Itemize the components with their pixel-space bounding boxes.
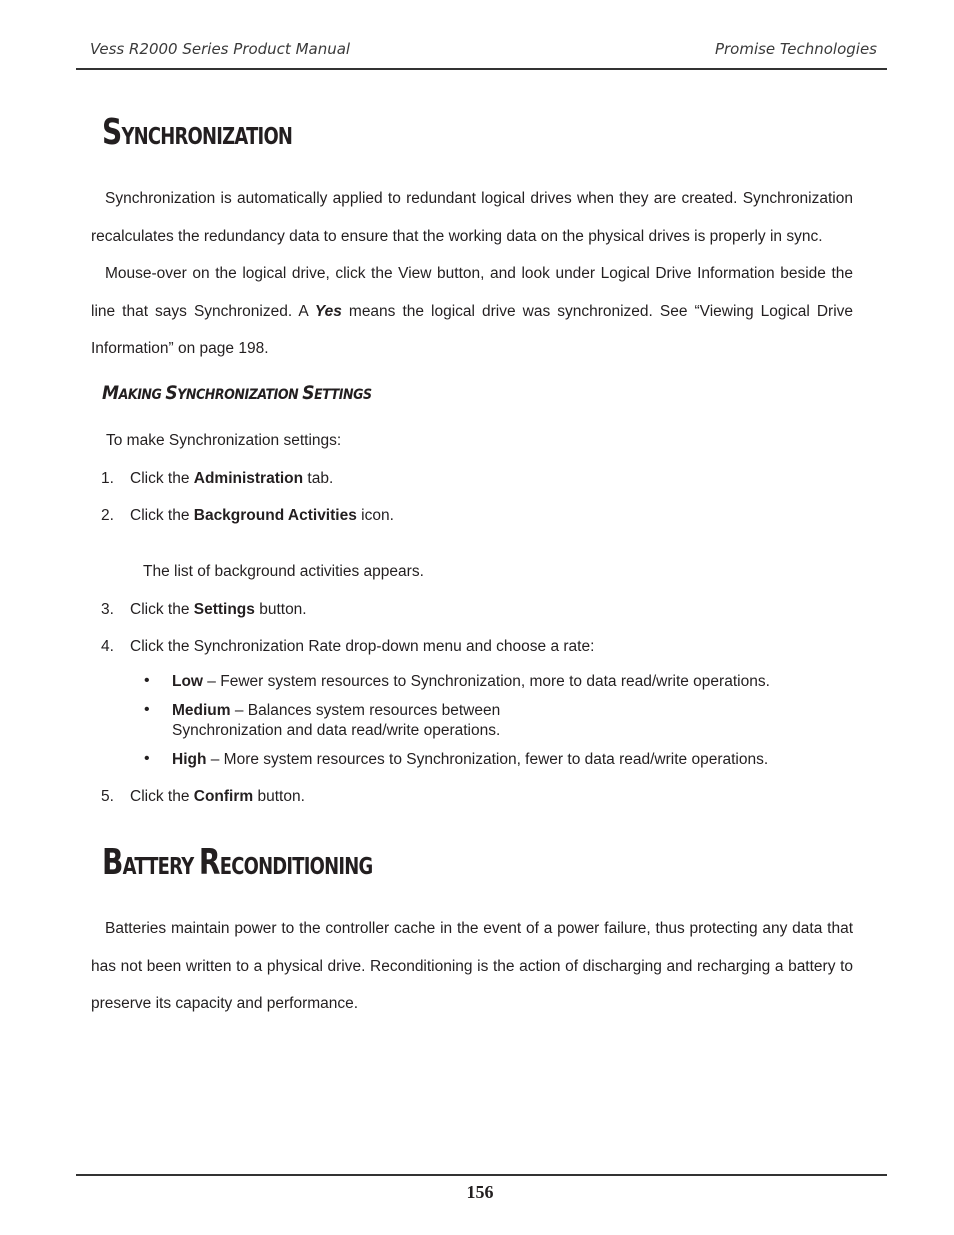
bullet-label: Low bbox=[172, 673, 203, 690]
heading-synchronization bbox=[102, 112, 292, 153]
sync-para2-after: means the logical drive was synchronized. See “Viewing Logical Drive Information” on page 198. bbox=[91, 302, 854, 357]
step-text: button. bbox=[253, 788, 305, 805]
bullet-label: Medium bbox=[172, 702, 231, 719]
heading-cap: R bbox=[198, 842, 220, 883]
bullet-medium bbox=[172, 701, 500, 741]
sync-paragraph-1 bbox=[91, 180, 853, 255]
step-text: Click the bbox=[130, 601, 194, 618]
subheading-cap-2: S bbox=[165, 382, 178, 404]
step-number: 5. bbox=[101, 788, 114, 805]
step-bold: Confirm bbox=[193, 788, 254, 805]
step-bold: Administration bbox=[193, 470, 304, 487]
step-2 bbox=[130, 507, 394, 525]
bullet-low bbox=[172, 672, 770, 692]
subheading-cap-1: M bbox=[102, 382, 119, 404]
step-text: Click the bbox=[130, 470, 194, 487]
bullet-text: – Fewer system resources to Synchronization, more to data read/write operations. bbox=[203, 673, 770, 690]
step-text: tab. bbox=[303, 470, 334, 487]
subheading-rest-1: AKING bbox=[118, 387, 166, 403]
bullet-marker: • bbox=[144, 750, 150, 767]
step-text: icon. bbox=[356, 507, 394, 524]
step-3 bbox=[130, 601, 307, 619]
header-manual-title: Vess R2000 Series Product Manual bbox=[90, 40, 351, 58]
page-number: 156 bbox=[466, 1182, 494, 1202]
bullet-high bbox=[172, 750, 768, 770]
step-4: Click the Synchronization Rate drop-down menu and choose a rate: bbox=[130, 638, 595, 655]
heading-cap: S bbox=[102, 112, 122, 153]
step-number: 1. bbox=[101, 470, 114, 487]
battery-para-text: Batteries maintain power to the controller cache in the event of a power failure, thus protecting any data that has not been written to a physical drive. Reconditioning is the action of discharging and recharging a battery to preserve its capacity and performance. bbox=[91, 920, 853, 1012]
bullet-label: High bbox=[172, 751, 207, 768]
step-text: Click the bbox=[130, 788, 194, 805]
sync-para1-text: Synchronization is automatically applied to redundant logical drives when they are created. Synchronization recalculates the redundancy data to ensure that the working data on the physical drives is properly in sync. bbox=[91, 190, 853, 245]
making-intro: To make Synchronization settings: bbox=[106, 432, 342, 449]
battery-paragraph bbox=[91, 910, 853, 1023]
subheading-cap-3: S bbox=[302, 382, 315, 404]
sync-paragraph-2 bbox=[91, 255, 853, 368]
sync-para2-yes: Yes bbox=[314, 302, 342, 320]
heading-rest: YNCHRONIZATION bbox=[121, 124, 293, 150]
heading-rest: ECONDITIONING bbox=[219, 854, 373, 880]
heading-making-sync-settings bbox=[102, 382, 372, 404]
sync-para2-before: Mouse-over on the logical drive, click the View button, and look under Logical Drive Information beside the line that says Synchronized. A bbox=[91, 265, 853, 320]
bullet-marker: • bbox=[144, 701, 150, 718]
step-number: 3. bbox=[101, 601, 114, 618]
heading-battery-reconditioning bbox=[102, 842, 372, 883]
step-bold: Settings bbox=[193, 601, 255, 618]
bullet-text: Synchronization and data read/write operations. bbox=[172, 722, 501, 739]
subheading-rest-2: YNCHRONIZATION bbox=[177, 387, 303, 403]
step-number: 4. bbox=[101, 638, 114, 655]
bullet-text: – More system resources to Synchronization, fewer to data read/write operations. bbox=[206, 751, 769, 768]
step-text: button. bbox=[254, 601, 307, 618]
header-rule bbox=[76, 68, 887, 70]
subheading-rest-3: ETTINGS bbox=[314, 387, 372, 403]
step-text: Click the bbox=[130, 507, 194, 524]
step-bold: Background Activities bbox=[193, 507, 357, 524]
header-company: Promise Technologies bbox=[714, 40, 877, 58]
bullet-text: – Balances system resources between bbox=[230, 702, 501, 719]
step-number: 2. bbox=[101, 507, 114, 524]
heading-cap: B bbox=[102, 842, 123, 883]
step-1 bbox=[130, 470, 333, 488]
step-2-result: The list of background activities appears. bbox=[143, 563, 424, 580]
step-5 bbox=[130, 788, 305, 806]
footer-rule bbox=[76, 1174, 887, 1176]
bullet-marker: • bbox=[144, 672, 150, 689]
heading-rest: ATTERY bbox=[122, 854, 199, 880]
